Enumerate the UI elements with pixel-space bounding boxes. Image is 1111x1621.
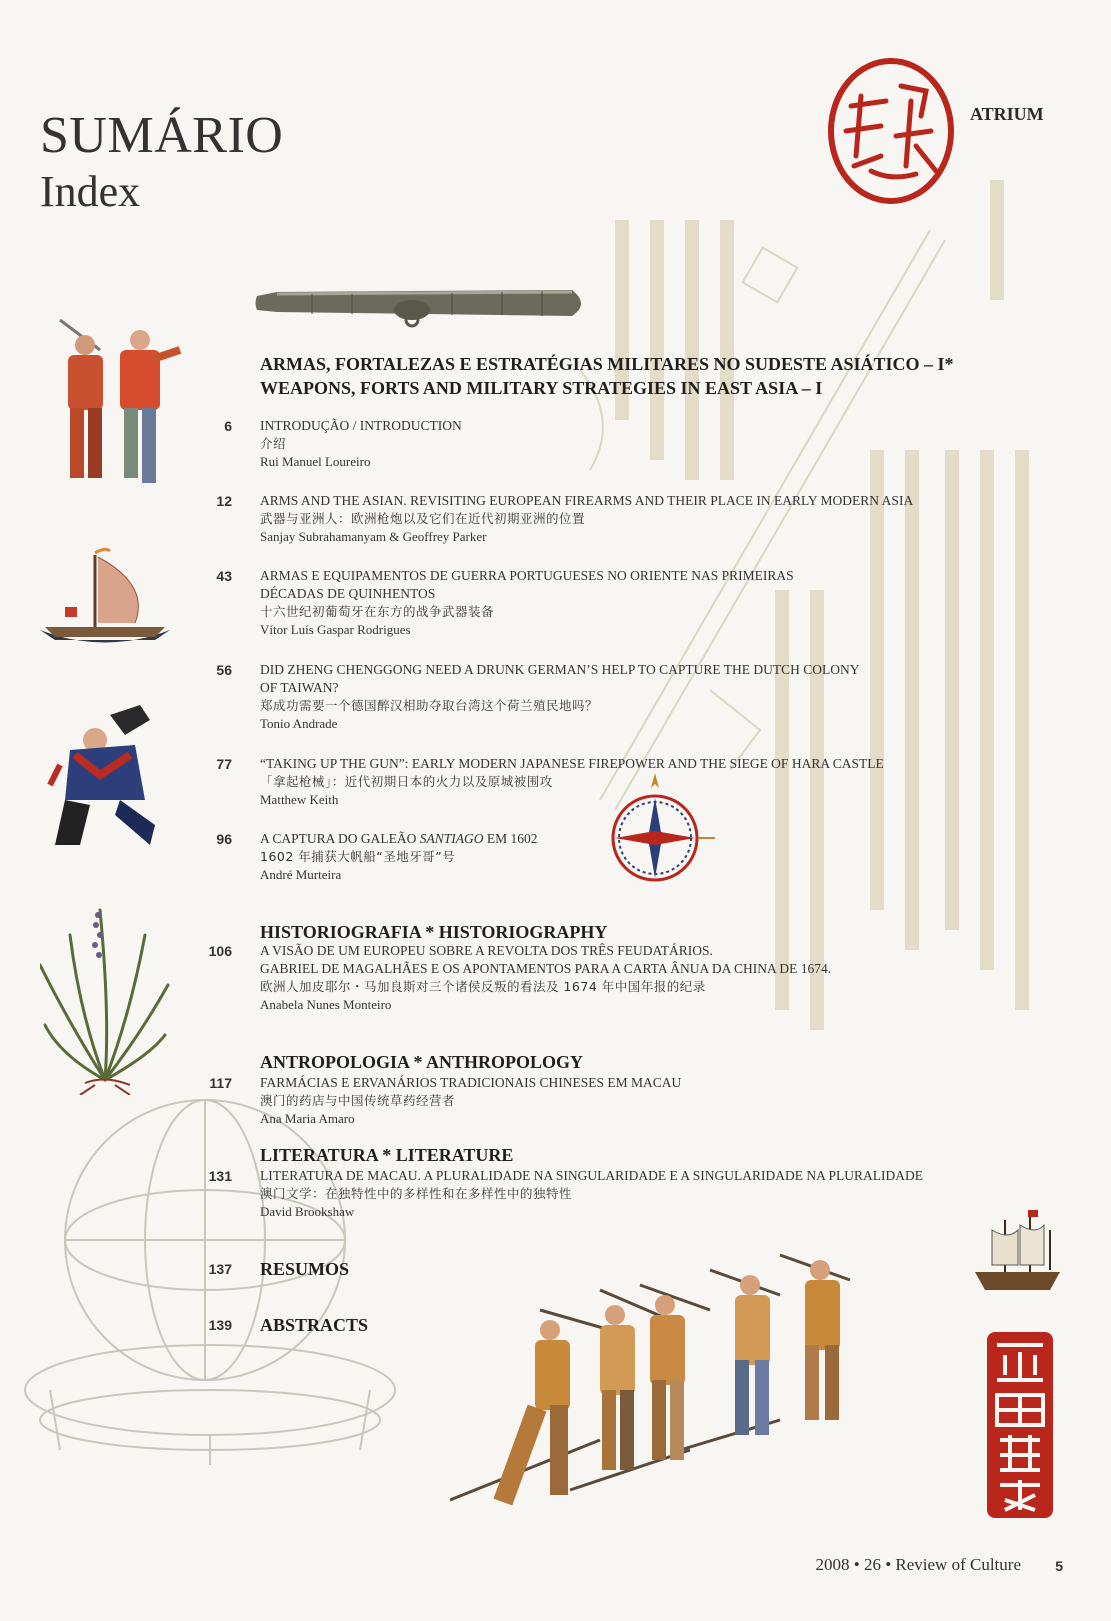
entry-title-cn: 十六世纪初葡萄牙在东方的战争武器装备 (260, 604, 495, 619)
entry-title-cn: 澳门的药店与中国传统草药经营者 (260, 1093, 456, 1108)
samurai-icon (40, 705, 175, 850)
toc-entry[interactable] (260, 567, 794, 639)
entry-title-line2: OF TAIWAN? (260, 680, 339, 695)
page-number: 12 (216, 493, 232, 509)
entry-title-cn: 欧洲人加皮耶尔・马加良斯对三个诸侯反叛的看法及 1674 年中国年报的纪录 (260, 979, 706, 994)
plant-illustration (40, 905, 170, 1095)
resumos-link[interactable]: RESUMOS (260, 1259, 350, 1279)
main-section-title-pt: ARMAS, FORTALEZAS E ESTRATÉGIAS MILITARES NO SUDESTE ASIÁTICO – I* (260, 354, 954, 374)
entry-author: Rui Manuel Loureiro (260, 454, 371, 469)
galleon-illustration (970, 1210, 1070, 1300)
footer-publication: 2008 • 26 • Review of Culture (815, 1555, 1021, 1574)
seal-icon (826, 56, 956, 206)
entry-title-part: A CAPTURA DO GALEÃO (260, 831, 420, 846)
cannon-icon (252, 268, 592, 338)
footer-page-number: 5 (1055, 1558, 1063, 1574)
page-number: 117 (209, 1075, 232, 1091)
entry-title-cn: 「拿起枪械」：近代初期日本的火力以及原城被围攻 (260, 774, 553, 789)
entry-title-cn: 澳门文学：在独特性中的多样性和在多样性中的独特性 (260, 1186, 573, 1201)
entry-title: INTRODUÇÃO / INTRODUCTION (260, 418, 462, 433)
soldiers-icon (450, 1240, 890, 1570)
page-number: 43 (216, 568, 232, 584)
samurai-illustration (40, 705, 175, 850)
toc-entry[interactable] (260, 830, 538, 884)
abstracts-link[interactable]: ABSTRACTS (260, 1315, 369, 1335)
entry-title: FARMÁCIAS E ERVANÁRIOS TRADICIONAIS CHINESES EM MACAU (260, 1075, 682, 1090)
entry-title: A VISÃO DE UM EUROPEU SOBRE A REVOLTA DOS TRÊS FEUDATÁRIOS. (260, 943, 713, 958)
entry-title-part: EM 1602 (483, 831, 538, 846)
entry-author: Ana Maria Amaro (260, 1111, 355, 1126)
toc-entry[interactable] (260, 942, 831, 1014)
page-title: SUMÁRIO (40, 107, 284, 164)
seal-stamp-top (826, 56, 956, 206)
ship-illustration (40, 545, 170, 655)
entry-title: “TAKING UP THE GUN”: EARLY MODERN JAPANESE FIREPOWER AND THE SIEGE OF HARA CASTLE (260, 756, 884, 771)
entry-title: DID ZHENG CHENGGONG NEED A DRUNK GERMAN’S HELP TO CAPTURE THE DUTCH COLONY (260, 662, 860, 677)
swordsmen-illustration (40, 310, 190, 510)
entry-author: Anabela Nunes Monteiro (260, 997, 392, 1012)
page-number: 6 (224, 418, 232, 434)
entry-title-line2: GABRIEL DE MAGALHÃES E OS APONTAMENTOS PARA A CARTA ÂNUA DA CHINA DE 1674. (260, 961, 832, 976)
entry-title-cn: 武器与亚洲人：欧洲枪炮以及它们在近代初期亚洲的位置 (260, 511, 586, 526)
section-heading-anthropology: ANTROPOLOGIA * ANTHROPOLOGY (260, 1052, 584, 1072)
entry-author: Tonio Andrade (260, 716, 338, 731)
toc-entry[interactable] (260, 661, 860, 733)
ship-icon (40, 545, 170, 655)
entry-title (260, 830, 538, 848)
section-heading-literature: LITERATURA * LITERATURE (260, 1145, 514, 1165)
page-number: 56 (216, 662, 232, 678)
page-number: 106 (208, 943, 232, 959)
seal-stamp-bottom (985, 1330, 1055, 1520)
section-label: ATRIUM (970, 104, 1044, 124)
section-heading-historiography: HISTORIOGRAFIA * HISTORIOGRAPHY (260, 922, 608, 942)
soldiers-illustration (450, 1240, 890, 1570)
toc-entry[interactable] (260, 1167, 923, 1221)
entry-title-italic: SANTIAGO (419, 831, 484, 846)
swordsmen-icon (40, 310, 190, 510)
entry-author: Sanjay Subrahamanyam & Geoffrey Parker (260, 529, 487, 544)
seal-icon-bottom (985, 1330, 1055, 1520)
cannon-illustration (252, 268, 592, 338)
entry-title-cn: 1602 年捕获大帆船“圣地牙哥”号 (260, 849, 456, 864)
entry-title-line2: DÉCADAS DE QUINHENTOS (260, 586, 436, 601)
plant-icon (40, 905, 170, 1095)
page-number: 139 (208, 1317, 232, 1333)
toc-entry[interactable] (260, 1074, 681, 1128)
page-number: 96 (216, 831, 232, 847)
page-number: 77 (216, 756, 232, 772)
entry-title: ARMAS E EQUIPAMENTOS DE GUERRA PORTUGUESES NO ORIENTE NAS PRIMEIRAS (260, 568, 794, 583)
toc-entry[interactable] (260, 755, 884, 809)
entry-title-cn: 郑成功需要一个德国醉汉相助夺取台湾这个荷兰殖民地吗？ (260, 698, 599, 713)
toc-entry[interactable] (260, 492, 913, 546)
entry-title: ARMS AND THE ASIAN. REVISITING EUROPEAN FIREARMS AND THEIR PLACE IN EARLY MODERN ASIA (260, 493, 914, 508)
galleon-icon (970, 1210, 1070, 1300)
page-number: 131 (208, 1168, 232, 1184)
page-subtitle: Index (40, 167, 141, 216)
entry-author: Vítor Luís Gaspar Rodrigues (260, 622, 411, 637)
page-number: 137 (208, 1261, 232, 1277)
entry-title: LITERATURA DE MACAU. A PLURALIDADE NA SINGULARIDADE E A SINGULARIDADE NA PLURALIDADE (260, 1168, 923, 1183)
entry-author: Matthew Keith (260, 792, 339, 807)
toc-entry[interactable] (260, 417, 462, 471)
entry-author: David Brookshaw (260, 1204, 355, 1219)
main-section-title-en: WEAPONS, FORTS AND MILITARY STRATEGIES IN EAST ASIA – I (260, 378, 823, 398)
entry-title-cn: 介绍 (260, 436, 287, 451)
entry-author: André Murteira (260, 867, 342, 882)
